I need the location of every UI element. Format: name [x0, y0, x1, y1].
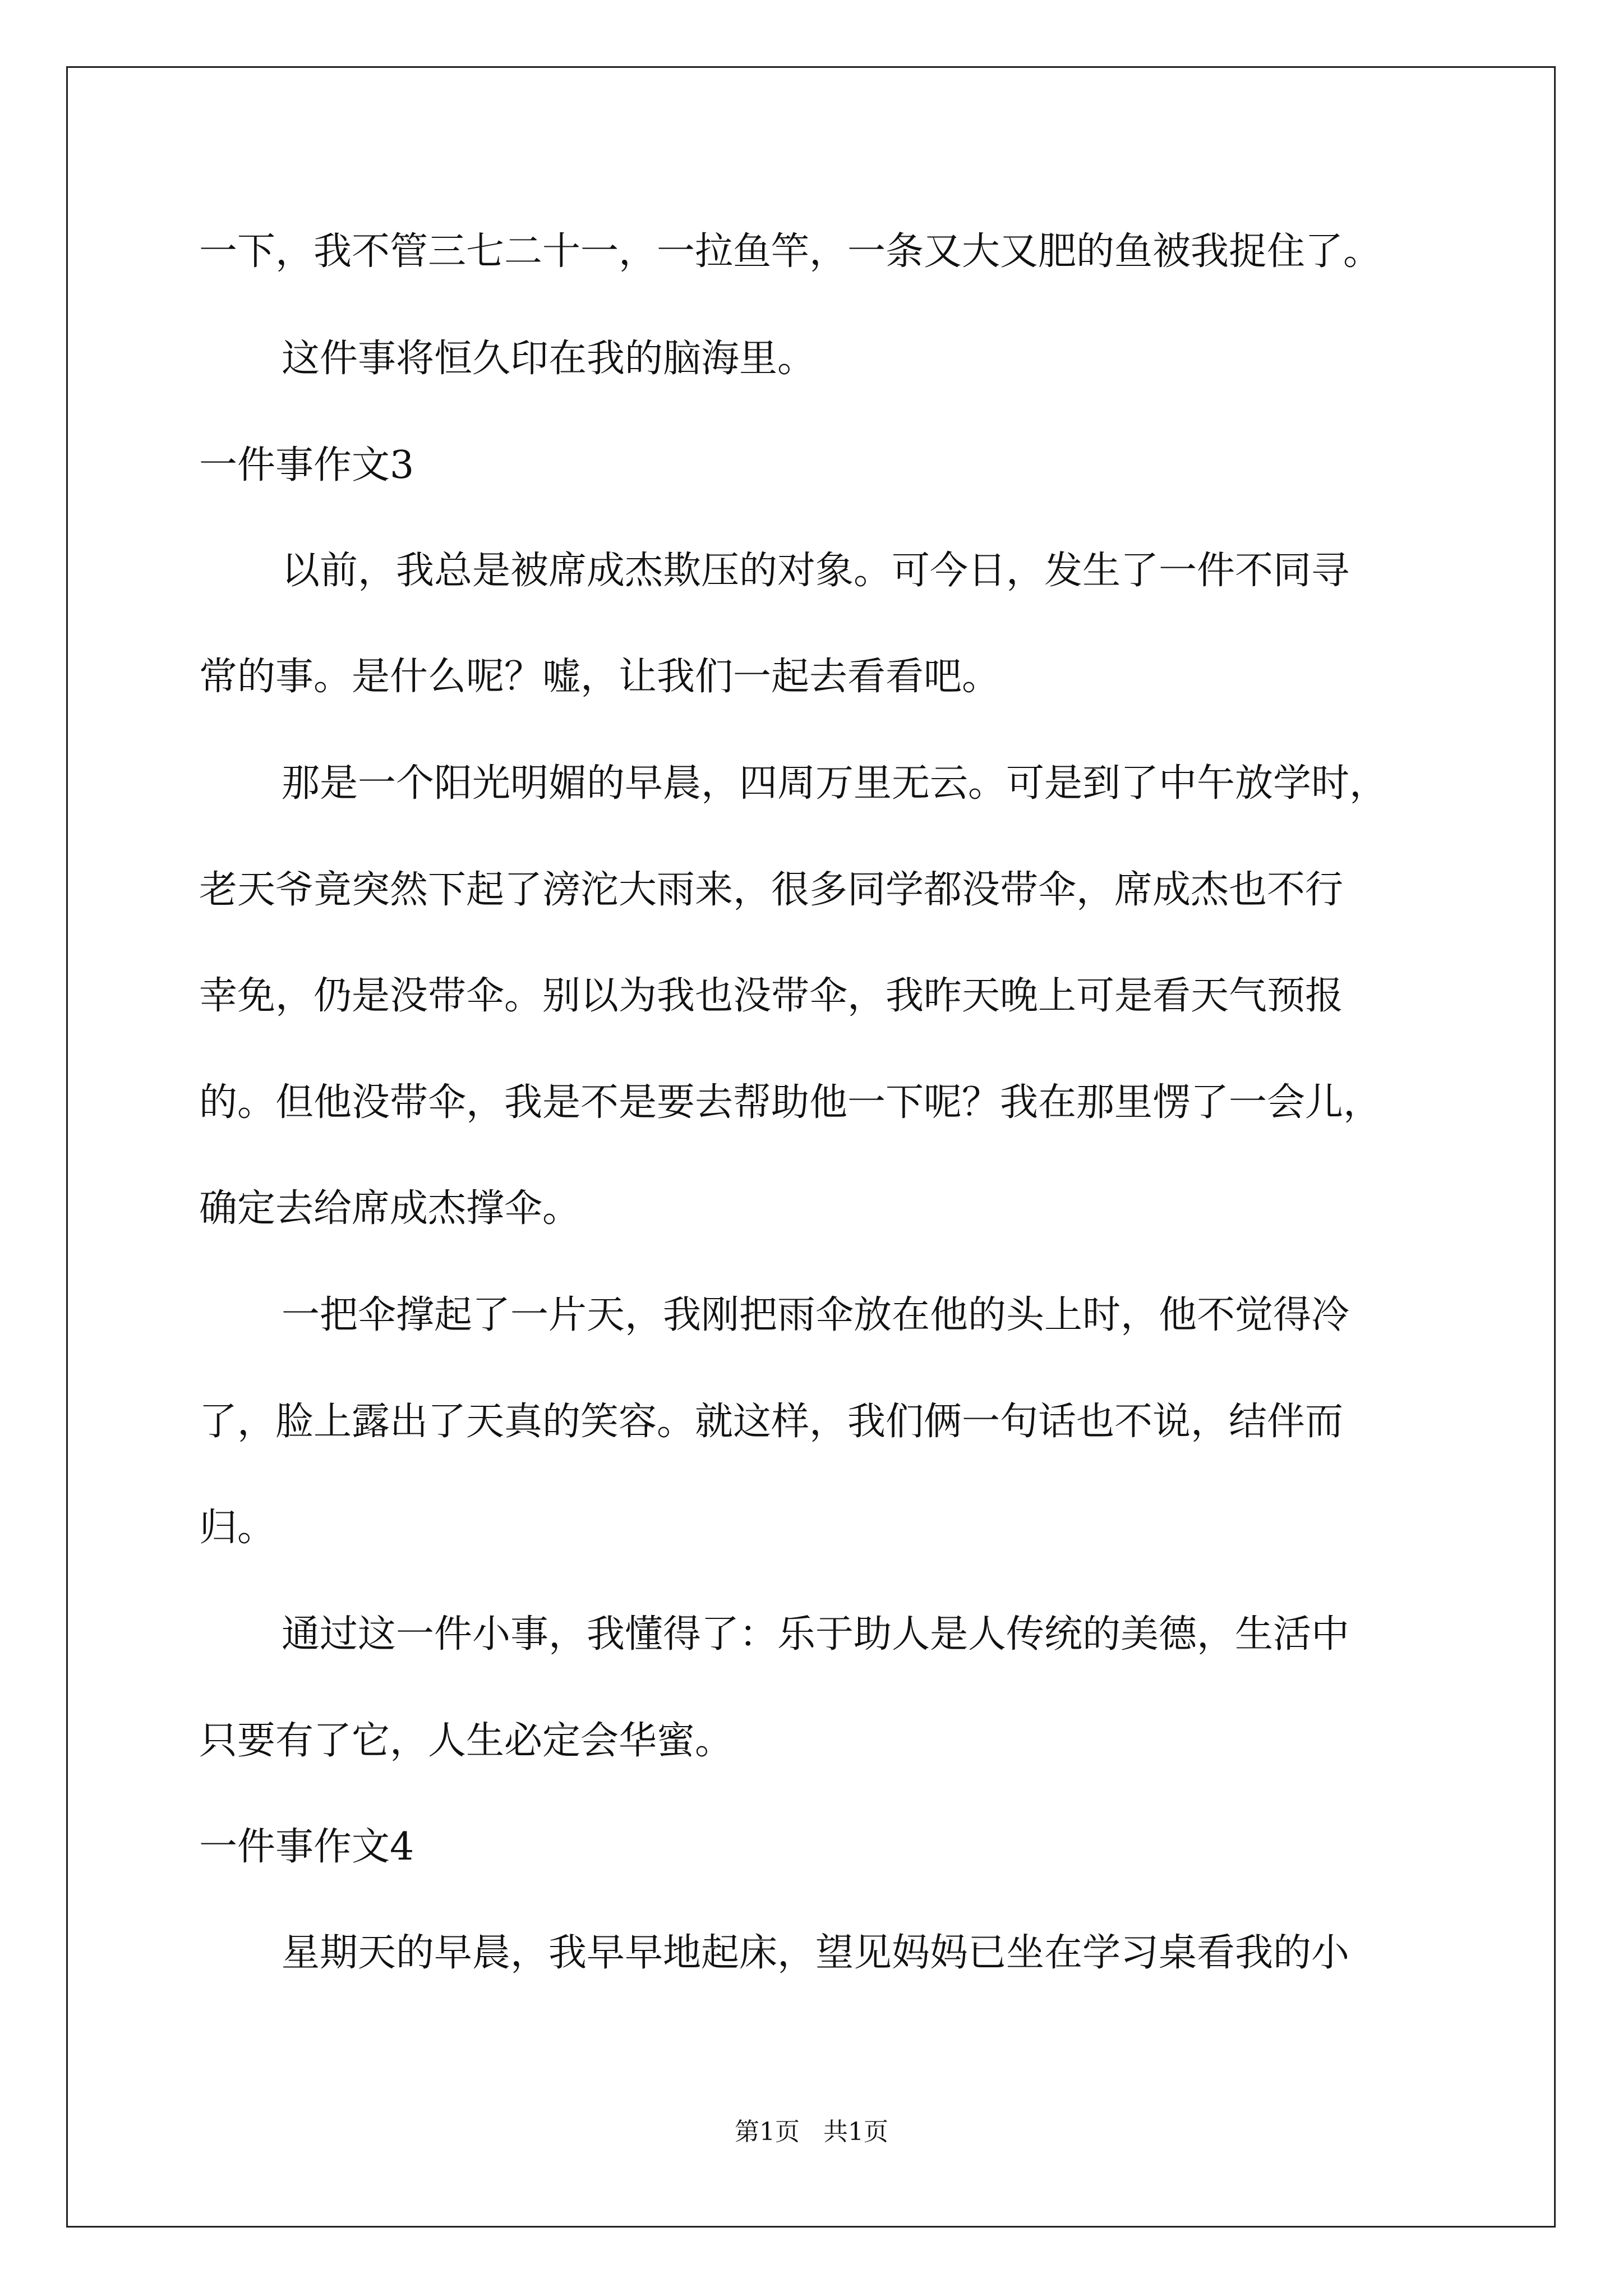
text-line: 只要有了它，人生必定会华蜜。 — [199, 1719, 734, 1763]
text-line: 确定去给席成杰撑伞。 — [199, 1186, 581, 1231]
page-frame — [66, 66, 1556, 2228]
text-line: 幸免，仍是没带伞。别以为我也没带伞，我昨天晚上可是看天气预报 — [199, 974, 1344, 1018]
text-line: 常的事。是什么呢？嘘，让我们一起去看看吧。 — [199, 655, 1000, 699]
text-line: 归。 — [199, 1506, 276, 1550]
section-heading: 一件事作文4 — [199, 1825, 414, 1869]
text-line: 一把伞撑起了一片天，我刚把雨伞放在他的头上时，他不觉得冷 — [282, 1293, 1350, 1337]
text-line: 的。但他没带伞，我是不是要去帮助他一下呢？我在那里愣了一会儿， — [199, 1080, 1382, 1125]
page-count: 共1页 — [823, 2118, 888, 2146]
text-line: 这件事将恒久印在我的脑海里。 — [282, 337, 816, 381]
section-heading: 一件事作文3 — [199, 443, 414, 487]
text-line: 老天爷竟突然下起了滂沱大雨来，很多同学都没带伞，席成杰也不行 — [199, 868, 1344, 912]
text-line: 那是一个阳光明媚的早晨，四周万里无云。可是到了中午放学时， — [282, 761, 1388, 806]
text-line: 通过这一件小事，我懂得了：乐于助人是人传统的美德，生活中 — [282, 1612, 1350, 1657]
text-line: 一下，我不管三七二十一，一拉鱼竿，一条又大又肥的鱼被我捉住了。 — [199, 229, 1382, 274]
page-footer — [0, 2116, 1623, 2148]
text-line: 了，脸上露出了天真的笑容。就这样，我们俩一句话也不说，结伴而 — [199, 1400, 1344, 1444]
text-line: 星期天的早晨，我早早地起床，望见妈妈已坐在学习桌看我的小 — [282, 1931, 1350, 1975]
page-number: 第1页 — [735, 2118, 800, 2146]
text-line: 以前，我总是被席成杰欺压的对象。可今日，发生了一件不同寻 — [282, 549, 1350, 593]
